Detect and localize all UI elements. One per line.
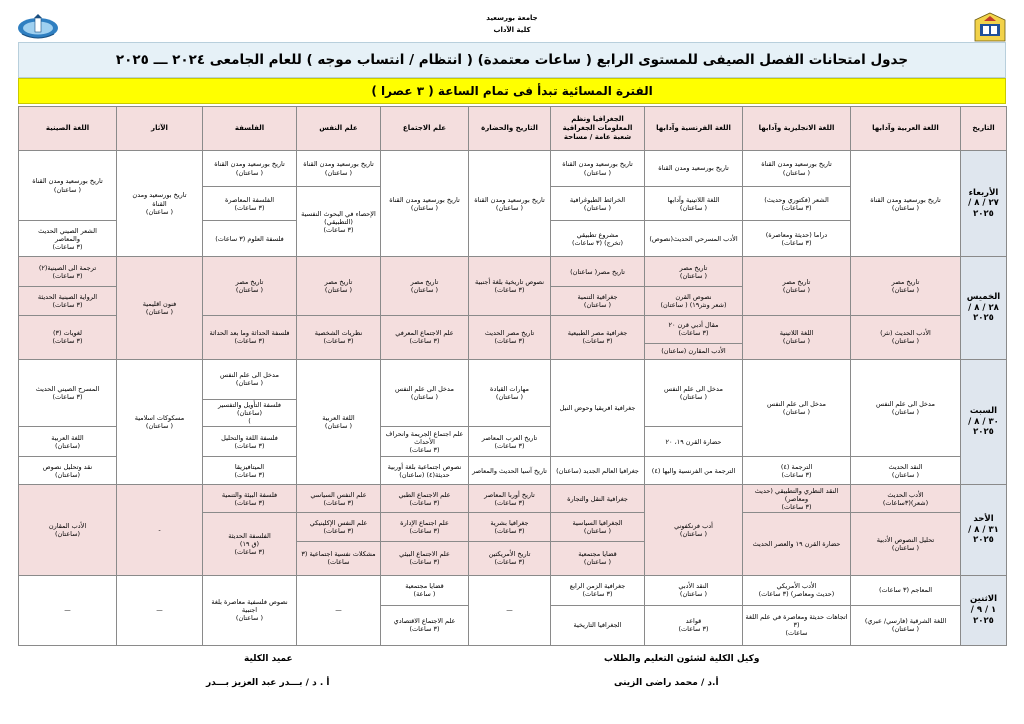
dean-name: أ . د / بـــدر عبد العزيز بـــدر [206,678,330,688]
exam-cell: فلسفة اللغة والتحليل (٣ ساعات) [203,427,297,457]
exam-cell: تاريخ العرب المعاصر (٣ ساعات) [469,427,551,457]
exam-cell: جغرافية التنمية ( ساعتان) [551,287,645,315]
exam-cell: تاريخ بورسعيد ومدن القناة ( ساعتان) [19,151,117,221]
exam-cell: - [117,485,203,575]
schedule-title: جدول امتحانات الفصل الصيفى للمستوى الرابع ( ساعات معتمدة) ( انتظام / انتساب موجه ) للعام الجامعى ٢٠٢٤ ـــ ٢٠٢٥ [115,52,909,68]
exam-cell: تاريخ مصر ( ساعتان) [381,257,469,315]
exam-cell: مدخل الى علم النفس ( ساعتان) [743,359,851,457]
exam-cell: — [117,575,203,645]
exam-cell: تحليل النصوص الأدبية ( ساعتان) [851,513,961,575]
col-header-arabic: اللغة العربية وآدابها [851,107,961,151]
exam-cell: مدخل الى علم النفس ( ساعتان) [851,359,961,457]
exam-cell: النقد الحديث ( ساعتان) [851,457,961,485]
exam-cell: تاريخ بورسعيد ومدن القناة ( ساعتان) [851,151,961,257]
exam-cell: نصوص اجتماعية بلغة أوربية حديثة(٤) (ساعتان) [381,457,469,485]
exam-time-notice: الفترة المسائية تبدأ فى تمام الساعة ( ٣ عصرا ) [371,84,653,98]
exam-cell: علم الاجتماع البيئي (٣ ساعات) [381,541,469,575]
exam-cell: تاريخ بورسعيد ومدن القناة ( ساعتان) [203,151,297,187]
exam-cell: الرواية الصينية الحديثة (٣ ساعات) [19,287,117,315]
exam-cell: الفلسفة المعاصرة (٣ ساعات) [203,187,297,221]
exam-cell: مقال أدبي قرن ٢٠ (٣ ساعات) [645,315,743,343]
exam-cell: فلسفة البيئة والتنمية (٣ ساعات) [203,485,297,513]
day-date: ٣١ / ٨ / ٢٠٢٥ [968,524,999,546]
exam-cell: الشعر الصيني الحديث والمعاصر (٣ ساعات) [19,221,117,257]
exam-cell: الجغرافيا التاريخية [551,605,645,645]
geography-title: الجغرافيا ونظم المعلومات الجغرافية [562,115,633,133]
exam-cell: مسكوكات اسلامية ( ساعتان) [117,359,203,485]
exam-cell: نقد وتحليل نصوص (ساعتان) [19,457,117,485]
exam-cell: علم الاجتماع الطبي (٣ ساعات) [381,485,469,513]
exam-cell: اللغة العربية (ساعتان) [19,427,117,457]
exam-time-band [18,78,1006,104]
exam-cell: الفلسفة الحديثة (ق ١٩) (٣ ساعات) [203,513,297,575]
exam-cell: تاريخ مصر الحديث (٣ ساعات) [469,315,551,359]
exam-cell: الأدب الحديث (شعر)(٣ساعات) [851,485,961,513]
exam-cell: لغويات (٣) (٣ ساعات) [19,315,117,359]
exam-cell: مدخل الى علم النفس ( ساعتان) [381,359,469,427]
exam-cell: النقد الأدبي ( ساعتان) [645,575,743,605]
page-header [0,0,1024,42]
exam-cell: تاريخ مصر ( ساعتان) [203,257,297,315]
exam-cell: الشعر (فكتوري وحديث) (٣ ساعات) [743,187,851,221]
col-header-history: التاريخ والحضارة [469,107,551,151]
exam-cell: الأدب الأمريكي (حديث ومعاصر) (٣ ساعات) [743,575,851,605]
exam-cell: نصوص فلسفية معاصرة بلغة اجنبية ( ساعتان) [203,575,297,645]
exam-cell: اللغة العربية ( ساعتان) [297,359,381,485]
vice-dean-title: وكيل الكلية لشئون التعليم والطلاب [604,654,760,664]
exam-cell: علم اجتماع الجريمة وانحراف الأحداث (٣ ساعات) [381,427,469,457]
exam-cell: الأدب المسرحي الحديث(نصوص) [645,221,743,257]
day-name: الأربعاء [968,187,999,198]
exam-cell: قضايا مجتمعية ( ساعة) [381,575,469,605]
exam-cell: نصوص القرن (شعر ونثر١٩) ( ساعتان) [645,287,743,315]
exam-cell: الأدب الحديث (نثر) ( ساعتان) [851,315,961,359]
exam-cell: الميتافيزيقا (٣ ساعات) [203,457,297,485]
day-cell-monday [961,575,1007,645]
exam-cell: تاريخ بورسعيد ومدن القناة ( ساعتان) [297,151,381,187]
exam-cell: — [19,575,117,645]
exam-cell: علم النفس السياسي (٣ ساعات) [297,485,381,513]
day-name: السبت [969,406,998,417]
day-cell-wednesday [961,151,1007,257]
exam-cell: تاريخ مصر ( ساعتان) [297,257,381,315]
exam-cell: ترجمة الى الصينية(٢) (٣ ساعات) [19,257,117,287]
exam-cell: مشروع تطبيقي (تخرج) (٣ ساعات) [551,221,645,257]
exam-cell: جغرافيا العالم الجديد (ساعتان) [551,457,645,485]
exam-cell: نصوص تاريخية بلغة أجنبية (٣ ساعات) [469,257,551,315]
day-date: ٣٠ / ٨ / ٢٠٢٥ [968,416,999,438]
exam-cell: الترجمة من الفرنسية واليها (٤) [645,457,743,485]
exam-cell: المعاجم (٣ ساعات) [851,575,961,605]
faculty-name: كلية الآداب [493,26,531,34]
exam-cell: تاريخ بورسعيد ومدن القناة ( ساعتان) [469,151,551,257]
exam-cell: تاريخ بورسعيد ومدن القناة ( ساعتان) [117,151,203,257]
col-header-psychology: علم النفس [297,107,381,151]
exam-cell: تاريخ الأمريكتين (٣ ساعات) [469,541,551,575]
faculty-logo-icon [16,12,60,40]
schedule-title-band [18,42,1006,78]
exam-cell: فنون اقليمية ( ساعتان) [117,257,203,359]
col-header-french: اللغة الفرنسية وآدابها [645,107,743,151]
exam-cell: علم الاجتماع الاقتصادي (٣ ساعات) [381,605,469,645]
exam-cell: جغرافية الزمن الرابع (٣ ساعات) [551,575,645,605]
exam-cell: الترجمة (٤) (٣ ساعات) [743,457,851,485]
exam-cell: فلسفة التأويل والتفسير (ساعتان) ) [203,399,297,426]
exam-cell: تاريخ مصر ( ساعتان) [851,257,961,315]
col-header-english: اللغة الانجليزية وآدابها [743,107,851,151]
exam-cell: تاريخ بورسعيد ومدن القناة [645,151,743,187]
exam-cell: أدب فرنكفوني ( ساعتان) [645,485,743,575]
exam-cell: تاريخ مصر ( ساعتان) [645,257,743,287]
exam-cell: اللغة اللاتينية ( ساعتان) [743,315,851,359]
exam-cell: مشكلات نفسية اجتماعية (٣ ساعات) [297,541,381,575]
exam-cell: حضارة القرن ١٩، ٢٠ [645,427,743,457]
exam-cell: الخرائط الطبوغرافية ( ساعتان) [551,187,645,221]
exam-cell: الأدب المقارن (ساعتان) [645,343,743,359]
exam-cell: النقد النظري والتطبيقي (حديث ومعاصر) (٣ ساعات) [743,485,851,513]
day-cell-saturday [961,359,1007,485]
university-logo-icon [974,12,1006,42]
exam-cell: المسرح الصيني الحديث (٣ ساعات) [19,359,117,427]
exam-cell: تاريخ بورسعيد ومدن القناة ( ساعتان) [381,151,469,257]
exam-cell: نظريات الشخصية (٣ ساعات) [297,315,381,359]
col-header-geography [551,107,645,151]
exam-cell: جغرافية النقل والتجارة [551,485,645,513]
geography-subtitle: شعبة عامة / مساحة [563,132,632,141]
university-name: جامعة بورسعيد [486,14,538,22]
day-name: الاثنين [969,594,998,605]
exam-cell: الإحصاء في البحوث النفسية (التطبيقي) (٣ ساعات) [297,187,381,257]
exam-cell: تاريخ مصر ( ساعتان) [743,257,851,315]
exam-cell: تاريخ مصر( ساعتان) [551,257,645,287]
col-header-date: التاريخ [961,107,1007,151]
day-cell-sunday [961,485,1007,575]
exam-cell: دراما (حديثة ومعاصرة) (٣ ساعات) [743,221,851,257]
exam-cell: تاريخ أوربا المعاصر (٣ ساعات) [469,485,551,513]
exam-cell: — [297,575,381,645]
exam-cell: حضارة القرن ١٩ والعصر الحديث [743,513,851,575]
exam-cell: مدخل الى علم النفس ( ساعتان) [203,359,297,399]
exam-cell: الأدب المقارن (ساعتان) [19,485,117,575]
exam-cell: جغرافية مصر الطبيعية (٣ ساعات) [551,315,645,359]
exam-cell: جغرافيا بشرية (٣ ساعات) [469,513,551,541]
dean-title: عميد الكلية [244,654,293,664]
exam-cell: اللغة الشرقية (فارسي/ عبري) ( ساعتان) [851,605,961,645]
exam-cell: اتجاهات حديثة ومعاصرة في علم اللغة (٣ ساعات) [743,605,851,645]
exam-cell: قضايا مجتمعية ( ساعتان) [551,541,645,575]
exam-schedule-table [18,106,1007,646]
day-date: ١ / ٩ / ٢٠٢٥ [970,605,997,626]
exam-cell: تاريخ بورسعيد ومدن القناة ( ساعتان) [551,151,645,187]
day-date: ٢٨ / ٨ / ٢٠٢٥ [968,302,999,324]
exam-cell: علم اجتماع الإدارة (٣ ساعات) [381,513,469,541]
day-cell-thursday [961,257,1007,359]
col-header-philosophy: الفلسفة [203,107,297,151]
exam-cell: فلسفة الحداثة وما بعد الحداثة (٣ ساعات) [203,315,297,359]
col-header-sociology: علم الاجتماع [381,107,469,151]
day-name: الأحد [973,514,994,525]
col-header-chinese: اللغة الصينية [19,107,117,151]
day-date: ٢٧ / ٨ / ٢٠٢٥ [968,198,999,219]
exam-cell: الجغرافيا السياسية ( ساعتان) [551,513,645,541]
exam-cell: علم الاجتماع المعرفي (٣ ساعات) [381,315,469,359]
exam-cell: جغرافية افريقيا وحوض النيل [551,359,645,457]
vice-dean-name: أ.د / محمد راضى الزينى [614,678,719,688]
exam-cell: تاريخ آسيا الحديث والمعاصر [469,457,551,485]
exam-cell: مدخل الى علم النفس ( ساعتان) [645,359,743,427]
exam-cell: مهارات القيادة ( ساعتان) [469,359,551,427]
exam-cell: قواعد (٣ ساعات) [645,605,743,645]
exam-cell: تاريخ بورسعيد ومدن القناة ( ساعتان) [743,151,851,187]
exam-cell: اللغة اللاتينية وآدابها ( ساعتان) [645,187,743,221]
col-header-archaeology: الآثار [117,107,203,151]
exam-cell: فلسفة العلوم (٣ ساعات) [203,221,297,257]
exam-cell: — [469,575,551,645]
exam-cell: علم النفس الإكلينيكي (٣ ساعات) [297,513,381,541]
day-name: الخميس [966,292,1001,303]
